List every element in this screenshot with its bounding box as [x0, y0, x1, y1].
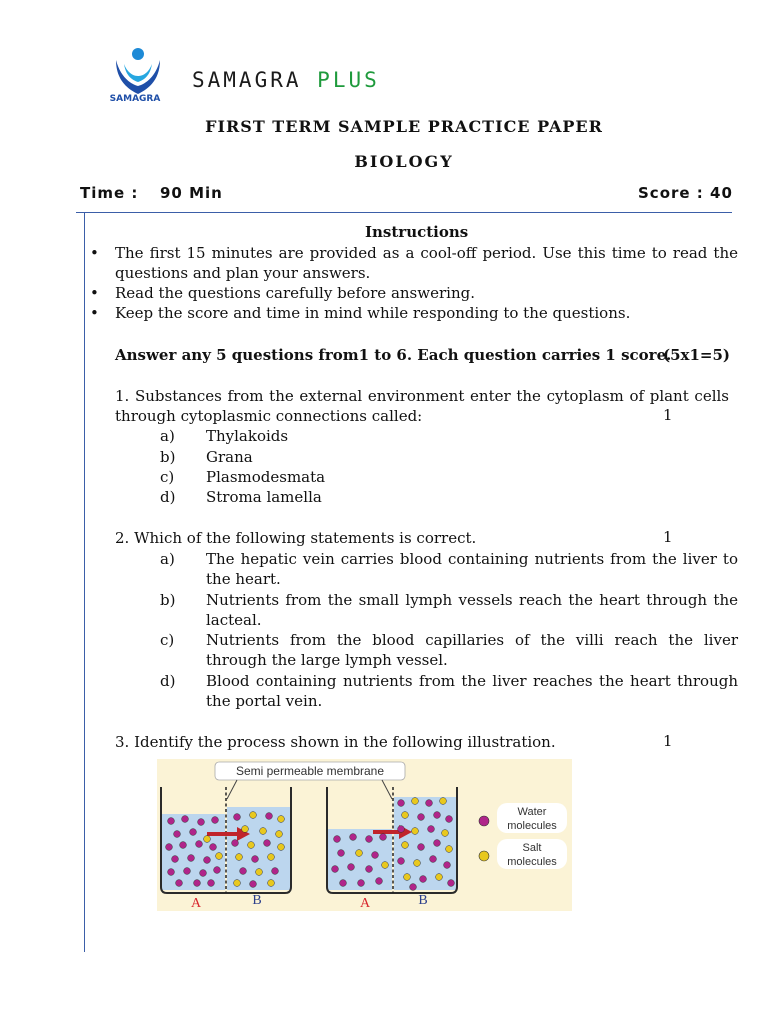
- salt-molecule: [268, 880, 275, 887]
- water-molecule: [398, 800, 405, 807]
- water-molecule: [240, 868, 247, 875]
- label-b-2: B: [418, 893, 428, 908]
- salt-molecule: [268, 854, 275, 861]
- question-1-score: 1: [663, 406, 673, 424]
- water-molecule: [334, 836, 341, 843]
- water-molecule: [264, 840, 271, 847]
- water-molecule: [410, 884, 417, 891]
- label-a-1: A: [190, 896, 202, 911]
- instructions-list: [88, 243, 738, 323]
- water-molecule: [358, 880, 365, 887]
- salt-molecule: [236, 854, 243, 861]
- salt-molecule: [442, 830, 449, 837]
- option-key: b): [160, 591, 176, 609]
- water-molecule: [266, 813, 273, 820]
- salt-molecule: [356, 850, 363, 857]
- water-molecule: [196, 841, 203, 848]
- salt-molecule: [278, 816, 285, 823]
- water-molecule: [340, 880, 347, 887]
- water-molecule: [418, 814, 425, 821]
- question-2-option-d: [160, 671, 738, 712]
- water-molecule: [166, 844, 173, 851]
- question-2-text: 2. Which of the following statements is correct.: [115, 529, 477, 547]
- water-molecule: [180, 842, 187, 849]
- salt-molecule: [414, 860, 421, 867]
- samagra-logo: [102, 46, 174, 106]
- water-molecule: [350, 834, 357, 841]
- salt-molecule: [260, 828, 267, 835]
- legend-water-text: molecules: [507, 820, 557, 832]
- time-label: Time :: [80, 184, 139, 202]
- water-molecule: [182, 816, 189, 823]
- label-b-1: B: [252, 893, 262, 908]
- water-molecule: [198, 819, 205, 826]
- water-molecule: [428, 826, 435, 833]
- salt-molecule: [412, 798, 419, 805]
- section-heading: Answer any 5 questions from1 to 6. Each question carries 1 score.: [115, 346, 672, 364]
- instruction-item: • Keep the score and time in mind while responding to the questions.: [88, 303, 738, 323]
- water-molecule: [376, 878, 383, 885]
- option-text: The hepatic vein carries blood containing nutrients from the liver to the heart.: [206, 550, 738, 589]
- label-a-2: A: [359, 896, 371, 911]
- option-key: c): [160, 468, 175, 486]
- water-molecule: [210, 844, 217, 851]
- instructions-heading: Instructions: [365, 223, 469, 241]
- water-molecule: [208, 880, 215, 887]
- time-value: 90 Min: [160, 184, 223, 202]
- option-text: Grana: [206, 448, 253, 466]
- option-text: Blood containing nutrients from the liver reaches the heart through the portal vein.: [206, 672, 738, 711]
- option-key: c): [160, 631, 175, 649]
- option-text: Thylakoids: [206, 427, 289, 445]
- water-molecule: [418, 844, 425, 851]
- salt-molecule: [402, 842, 409, 849]
- water-molecule: [366, 866, 373, 873]
- brand-plus: PLUS: [317, 68, 380, 92]
- option-key: b): [160, 448, 176, 466]
- salt-molecule: [382, 862, 389, 869]
- water-molecule: [446, 816, 453, 823]
- question-1-option-a: [160, 426, 738, 446]
- liquid-side-a: [162, 814, 225, 890]
- brand-samagra: SAMAGRA: [192, 68, 302, 92]
- water-molecule: [250, 881, 257, 888]
- salt-molecule: [242, 826, 249, 833]
- water-molecule: [212, 817, 219, 824]
- score-label: Score : 40: [638, 184, 733, 202]
- option-text: Stroma lamella: [206, 488, 322, 506]
- water-molecule: [430, 856, 437, 863]
- water-molecule: [420, 876, 427, 883]
- question-2-option-c: [160, 630, 738, 671]
- option-text: Nutrients from the blood capillaries of the villi reach the liver through the large lymph vessel.: [206, 631, 738, 670]
- question-1-option-d: [160, 487, 738, 507]
- membrane-label: Semi permeable membrane: [235, 764, 385, 778]
- question-1-option-c: [160, 467, 738, 487]
- water-molecule: [332, 866, 339, 873]
- instruction-item: • Read the questions carefully before answering.: [88, 283, 738, 303]
- salt-molecule: [234, 880, 241, 887]
- salt-molecule: [440, 798, 447, 805]
- legend-salt-icon: [479, 851, 489, 861]
- salt-molecule: [436, 874, 443, 881]
- question-1-text: 1. Substances from the external environment enter the cytoplasm of plant cells through cytoplasmic connections called:: [115, 387, 729, 426]
- water-molecule: [172, 856, 179, 863]
- water-molecule: [272, 868, 279, 875]
- water-molecule: [444, 862, 451, 869]
- water-molecule: [338, 850, 345, 857]
- water-molecule: [214, 867, 221, 874]
- water-molecule: [448, 880, 455, 887]
- legend-salt-text: molecules: [507, 856, 557, 868]
- salt-molecule: [278, 844, 285, 851]
- salt-molecule: [216, 853, 223, 860]
- water-molecule: [434, 840, 441, 847]
- water-molecule: [372, 852, 379, 859]
- question-1-option-b: [160, 447, 738, 467]
- option-text: Plasmodesmata: [206, 468, 326, 486]
- water-molecule: [252, 856, 259, 863]
- water-molecule: [398, 858, 405, 865]
- question-2-score: 1: [663, 528, 673, 546]
- water-molecule: [194, 880, 201, 887]
- water-molecule: [204, 857, 211, 864]
- instruction-item: • The first 15 minutes are provided as a cool-off period. Use this time to read the questions and plan your answers.: [88, 243, 738, 283]
- legend-salt-text: Salt: [522, 842, 542, 854]
- water-molecule: [184, 868, 191, 875]
- legend-water-icon: [479, 816, 489, 826]
- salt-molecule: [412, 828, 419, 835]
- option-key: a): [160, 427, 175, 445]
- salt-molecule: [446, 846, 453, 853]
- membrane-pointer-line: [382, 780, 392, 799]
- water-molecule: [366, 836, 373, 843]
- water-molecule: [234, 814, 241, 821]
- salt-molecule: [256, 869, 263, 876]
- water-molecule: [348, 864, 355, 871]
- salt-molecule: [248, 842, 255, 849]
- margin-line: [84, 212, 85, 952]
- water-molecule: [176, 880, 183, 887]
- legend-water-text: Water: [517, 806, 547, 818]
- salt-molecule: [250, 812, 257, 819]
- question-3-score: 1: [663, 732, 673, 750]
- osmosis-illustration: [157, 759, 572, 911]
- water-molecule: [380, 834, 387, 841]
- question-2-option-a: [160, 549, 738, 590]
- logo-text: SAMAGRA: [109, 94, 161, 104]
- option-key: d): [160, 672, 176, 690]
- water-molecule: [188, 855, 195, 862]
- question-2-option-b: [160, 590, 738, 631]
- section-marks: (5x1=5): [663, 346, 731, 364]
- question-3-text: 3. Identify the process shown in the following illustration.: [115, 733, 556, 751]
- water-molecule: [200, 870, 207, 877]
- option-key: a): [160, 550, 175, 568]
- water-molecule: [168, 869, 175, 876]
- salt-molecule: [404, 874, 411, 881]
- water-molecule: [168, 818, 175, 825]
- option-text: Nutrients from the small lymph vessels reach the heart through the lacteal.: [206, 591, 738, 630]
- water-molecule: [232, 840, 239, 847]
- salt-molecule: [204, 836, 211, 843]
- brand-name: [192, 68, 380, 92]
- water-molecule: [434, 812, 441, 819]
- water-molecule: [398, 826, 405, 833]
- membrane-pointer-line: [227, 780, 237, 799]
- water-molecule: [190, 829, 197, 836]
- subject-title: BIOLOGY: [354, 152, 454, 171]
- water-molecule: [174, 831, 181, 838]
- salt-molecule: [276, 831, 283, 838]
- paper-title: FIRST TERM SAMPLE PRACTICE PAPER: [205, 117, 603, 136]
- water-molecule: [426, 800, 433, 807]
- header-divider: [76, 212, 732, 213]
- osmosis-diagram: [157, 759, 572, 911]
- option-key: d): [160, 488, 176, 506]
- salt-molecule: [402, 812, 409, 819]
